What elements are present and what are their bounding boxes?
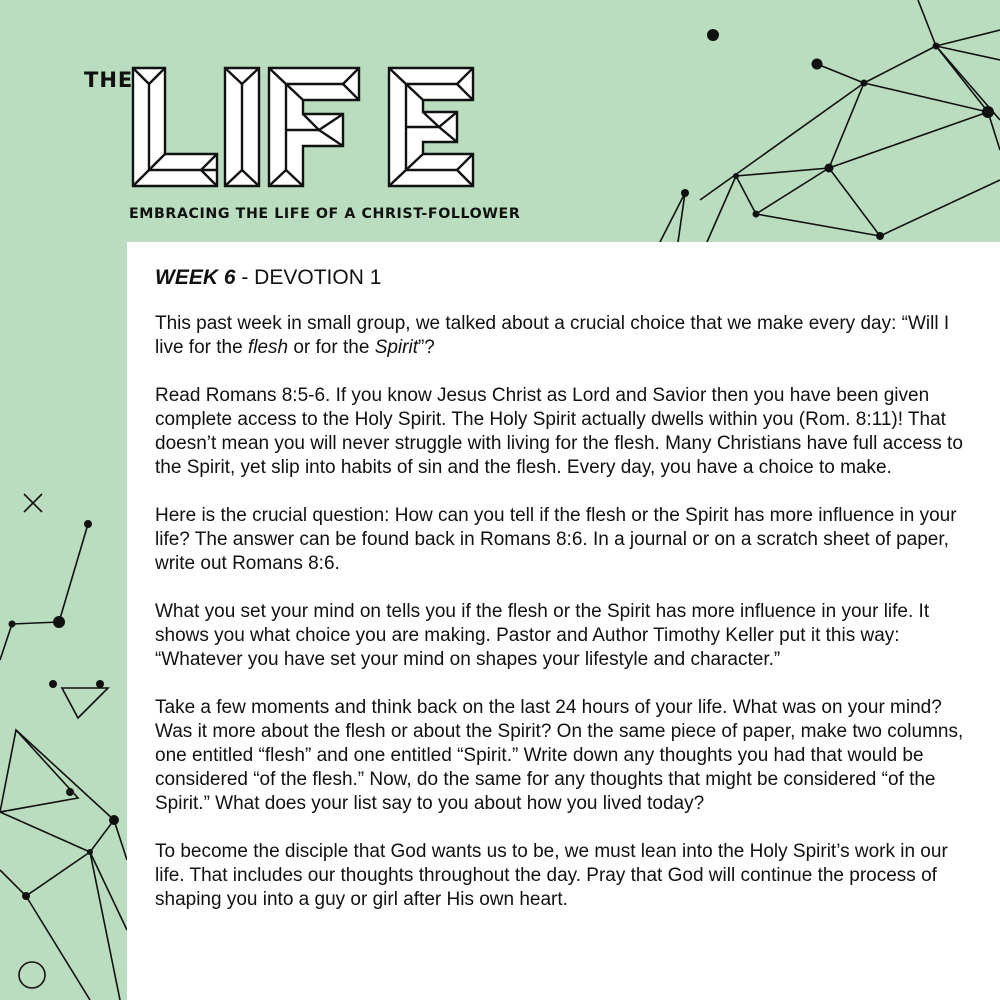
paragraph-1-text-c: ”?: [417, 337, 435, 358]
paragraph-6: To become the disciple that God wants us to be, we must lean into the Holy Spirit’s work in our life. That includes our thoughts throughout the day. Pray that God will continue the process of shaping you into a guy or girl after His own heart.: [155, 841, 948, 910]
paragraph-1-flesh: flesh: [247, 337, 289, 358]
life-logo: [131, 66, 477, 188]
devotion-label: - DEVOTION 1: [235, 266, 382, 289]
paragraph-5: Take a few moments and think back on the last 24 hours of your life. What was on your mind? Was it more about the flesh or about the Spirit? On the same piece of paper, make two columns, one entitled “flesh” and one entitled “Spirit.” Write down any thoughts you had that would be considered “of the flesh.” Now, do the same for any thoughts that might be considered “of the Spirit.” What does your list say to you about how you lived today?: [155, 697, 964, 814]
paragraph-1-spirit: Spirit: [374, 337, 418, 358]
paragraph-3: Here is the crucial question: How can you tell if the flesh or the Spirit has more influence in your life? The answer can be found back in Romans 8:6. In a journal or on a scratch sheet of paper, write out Romans 8:6.: [155, 505, 957, 574]
paragraph-1: [155, 312, 975, 360]
logo-the-label: THE: [84, 68, 134, 92]
paragraph-1-text-a: This past week in small group, we talked about a crucial choice that we make every day: “Will I live for the: [155, 313, 950, 358]
week-label: WEEK 6: [155, 266, 236, 289]
paragraph-2: Read Romans 8:5-6. If you know Jesus Christ as Lord and Savior then you have been given complete access to the Holy Spirit. The Holy Spirit actually dwells within you (Rom. 8:11)! That doesn’t mean you will never struggle with living for the flesh. Many Christians have full access to the Spirit, yet slip into habits of sin and the flesh. Every day, you have a choice to make.: [155, 385, 963, 478]
devotion-heading: [155, 266, 975, 290]
paragraph-4: What you set your mind on tells you if the flesh or the Spirit has more influence in your life. It shows you what choice you are making. Pastor and Author Timothy Keller put it this way: “Whatever you have set your mind on shapes your lifestyle and character.”: [155, 601, 930, 670]
paragraph-1-text-b: or for the: [288, 337, 375, 358]
logo-tagline: EMBRACING THE LIFE OF A CHRIST-FOLLOWER: [129, 206, 521, 222]
devotion-content: [155, 266, 975, 936]
